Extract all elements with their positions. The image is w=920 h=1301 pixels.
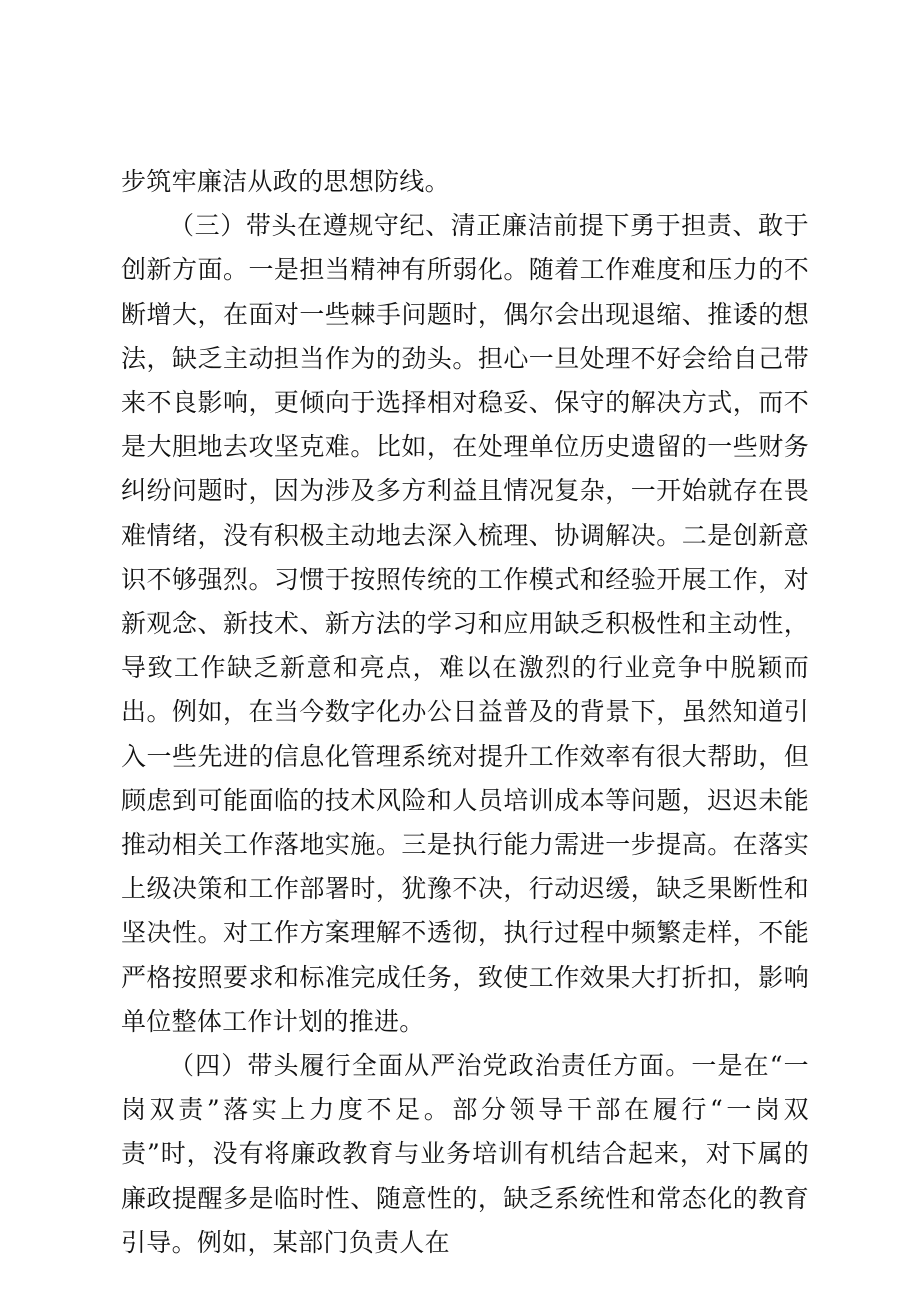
paragraph-section-3: （三）带头在遵规守纪、清正廉洁前提下勇于担责、敢于创新方面。一是担当精神有所弱化。随着工作难度和压力的不断增大，在面对一些棘手问题时，偶尔会出现退缩、推诿的想法，缺乏主动担当作为的劲头。担心一旦处理不好会给自己带来不良影响，更倾向于选择相对稳妥、保守的解决方式，而不是大胆地去攻坚克难。比如，在处理单位历史遗留的一些财务纠纷问题时，因为涉及多方利益且情况复杂，一开始就存在畏难情绪，没有积极主动地去深入梳理、协调解决。二是创新意识不够强烈。习惯于按照传统的工作模式和经验开展工作，对新观念、新技术、新方法的学习和应用缺乏积极性和主动性，导致工作缺乏新意和亮点，难以在激烈的行业竞争中脱颖而出。例如，在当今数字化办公日益普及的背景下，虽然知道引入一些先进的信息化管理系统对提升工作效率有很大帮助，但顾虑到可能面临的技术风险和人员培训成本等问题，迟迟未能推动相关工作落地实施。三是执行能力需进一步提高。在落实上级决策和工作部署时，犹豫不决，行动迟缓，缺乏果断性和坚决性。对工作方案理解不透彻，执行过程中频繁走样，不能严格按照要求和标准完成任务，致使工作效果大打折扣，影响单位整体工作计划的推进。 [121, 211, 809, 1036]
paragraph-section-4: （四）带头履行全面从严治党政治责任方面。一是在“一岗双责”落实上力度不足。部分领导干部在履行“一岗双责”时，没有将廉政教育与业务培训有机结合起来，对下属的廉政提醒多是临时性、随意性的，缺乏系统性和常态化的教育引导。例如，某部门负责人在 [121, 1051, 809, 1257]
paragraph-continuation: 步筑牢廉洁从政的思想防线。 [121, 167, 450, 196]
document-body [121, 160, 809, 1265]
